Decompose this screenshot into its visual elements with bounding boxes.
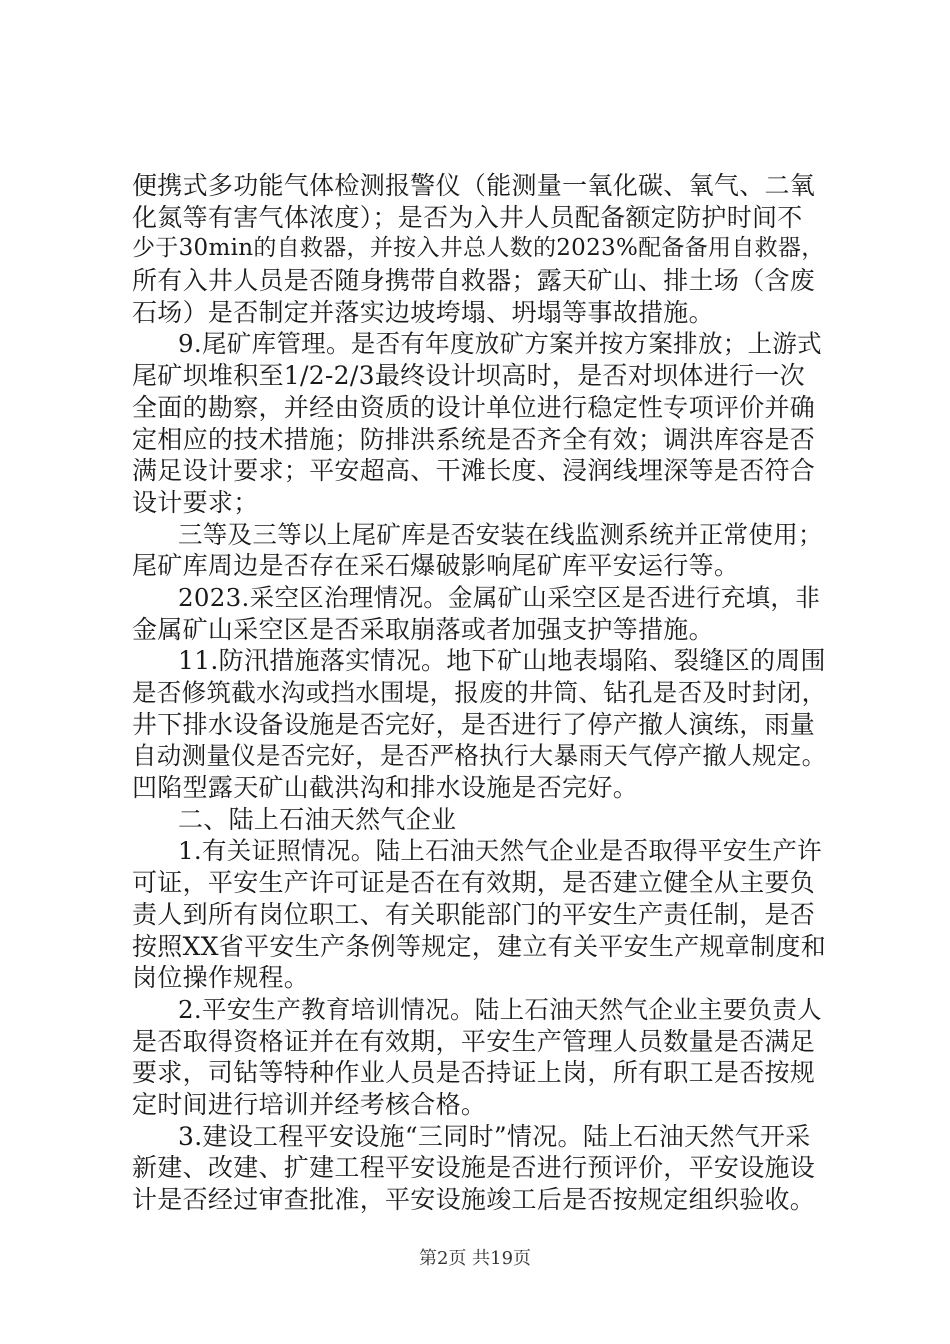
text-line: 设计要求； [132, 487, 259, 517]
text-line: 二、陆上石油天然气企业 [178, 804, 457, 834]
text-line: 井下排水设备设施是否完好，是否进行了停产撤人演练，雨量 [132, 709, 816, 739]
text-line: 新建、改建、扩建工程平安设施是否进行预评价，平安设施设 [132, 1153, 816, 1183]
text-line: 定时间进行培训并经考核合格。 [132, 1089, 487, 1119]
text-line: 是否修筑截水沟或挡水围堤，报废的井筒、钻孔是否及时封闭， [132, 678, 827, 707]
text-line: 三等及三等以上尾矿库是否安装在线监测系统并正常使用； [178, 519, 823, 549]
text-line: 按照XX省平安生产条例等规定，建立有关平安生产规章制度和 [132, 931, 826, 961]
text-line: 尾矿库周边是否存在采石爆破影响尾矿库平安运行等。 [132, 551, 740, 581]
text-line: 要求，司钻等特种作业人员是否持证上岗，所有职工是否按规 [132, 1058, 816, 1088]
text-line: 化氮等有害气体浓度）；是否为入井人员配备额定防护时间不 [132, 202, 803, 232]
text-line: 计是否经过审查批准，平安设施竣工后是否按规定组织验收。 [132, 1185, 816, 1214]
text-line: 尾矿坝堆积至1/2-2/3最终设计坝高时，是否对坝体进行一次 [132, 361, 805, 391]
document-body [132, 170, 832, 1216]
text-line: 凹陷型露天矿山截洪沟和排水设施是否完好。 [132, 773, 639, 803]
text-line: 便携式多功能气体检测报警仪（能测量一氧化碳、氧气、二氧 [132, 171, 816, 200]
text-line: 是否取得资格证并在有效期，平安生产管理人员数量是否满足 [132, 1026, 816, 1056]
text-line: 金属矿山采空区是否采取崩落或者加强支护等措施。 [132, 614, 714, 644]
text-line: 定相应的技术措施；防排洪系统是否齐全有效；调洪库容是否 [132, 424, 816, 454]
text-line: 责人到所有岗位职工、有关职能部门的平安生产责任制，是否 [132, 899, 816, 929]
text-line: 可证，平安生产许可证是否在有效期，是否建立健全从主要负 [132, 868, 816, 898]
text-line: 11.防汛措施落实情况。地下矿山地表塌陷、裂缝区的周围 [178, 646, 826, 676]
text-line: 石场）是否制定并落实边坡垮塌、坍塌等事故措施。 [132, 297, 714, 327]
text-line: 2.平安生产教育培训情况。陆上石油天然气企业主要负责人 [178, 994, 822, 1024]
text-line: 1.有关证照情况。陆上石油天然气企业是否取得平安生产许 [178, 836, 822, 866]
text-line: 9.尾矿库管理。是否有年度放矿方案并按方案排放；上游式 [178, 329, 822, 359]
page-footer: 第2页 共19页 [418, 1248, 532, 1269]
text-line: 满足设计要求；平安超高、干滩长度、浸润线埋深等是否符合 [132, 456, 816, 486]
text-line: 2023.采空区治理情况。金属矿山采空区是否进行充填，非 [178, 582, 821, 612]
text-line: 3.建设工程平安设施“三同时”情况。陆上石油天然气开采 [178, 1121, 811, 1151]
text-line: 自动测量仪是否完好，是否严格执行大暴雨天气停产撤人规定。 [132, 741, 827, 771]
text-line: 少于30min的自救器，并按入井总人数的2023%配备备用自救器， [132, 235, 825, 262]
text-line: 岗位操作规程。 [132, 963, 310, 993]
text-line: 所有入井人员是否随身携带自救器；露天矿山、排土场（含废 [132, 266, 816, 296]
text-line: 全面的勘察，并经由资质的设计单位进行稳定性专项评价并确 [132, 392, 816, 422]
